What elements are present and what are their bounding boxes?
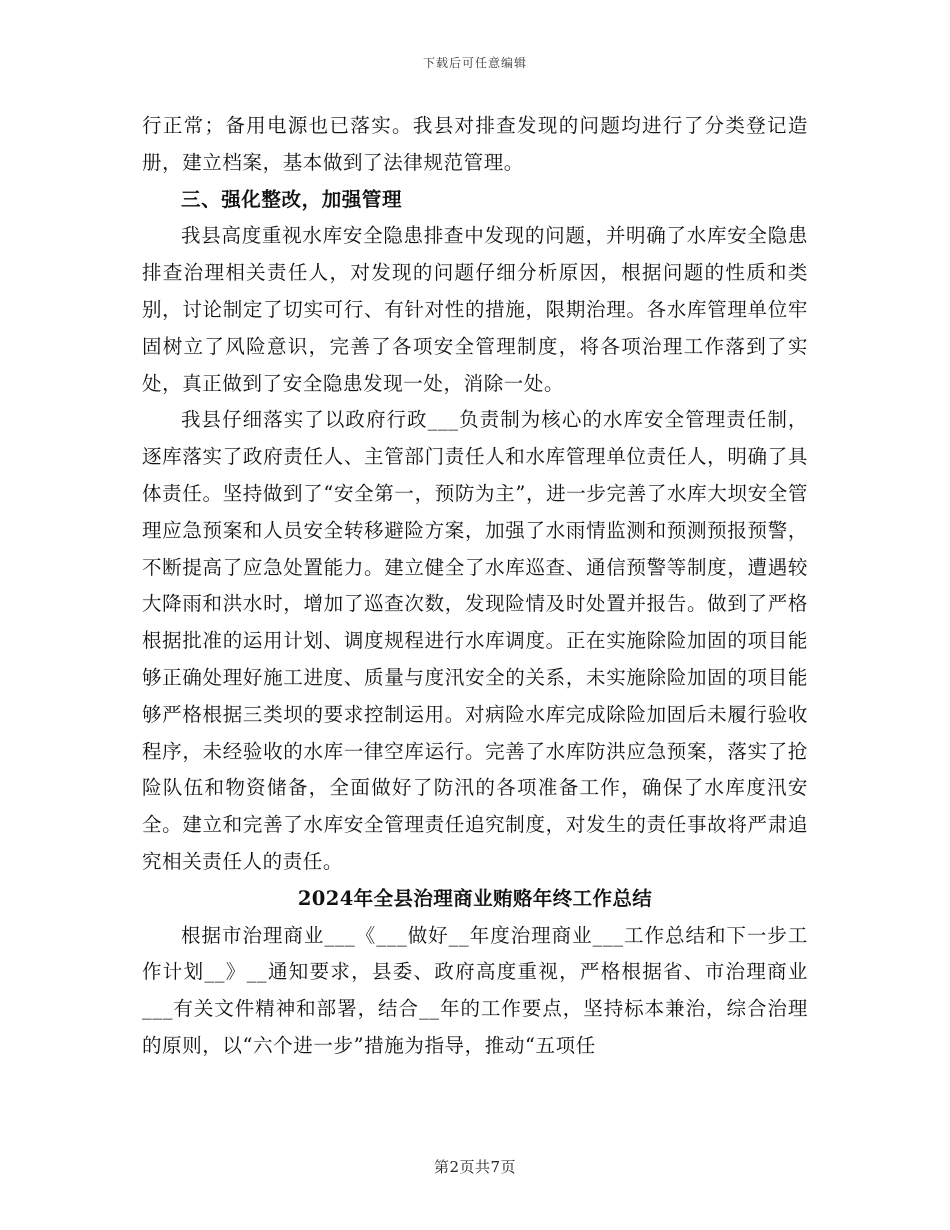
document-body (142, 108, 808, 1065)
document-title: 2024年全县治理商业贿赂年终工作总结 (297, 886, 653, 910)
paragraph-continuation: 行正常；备用电源也已落实。我县对排查发现的问题均进行了分类登记造册，建立档案，基本做到了法律规范管理。 (142, 114, 808, 174)
page-header-note: 下载后可任意编辑 (422, 56, 527, 70)
paragraph-rectification: 我县高度重视水库安全隐患排查中发现的问题，并明确了水库安全隐患排查治理相关责任人，对发现的问题仔细分析原因，根据问题的性质和类别，讨论制定了切实可行、有针对性的措施，限期治理。各水库管理单位牢固树立了风险意识，完善了各项安全管理制度，将各项治理工作落到了实处，真正做到了安全隐患发现一处，消除一处。 (142, 224, 808, 395)
page-number: 第2页共7页 (433, 1158, 517, 1176)
section-heading: 三、强化整改，加强管理 (181, 187, 403, 211)
paragraph-responsibility: 我县仔细落实了以政府行政___负责制为核心的水库安全管理责任制，逐库落实了政府责任人、主管部门责任人和水库管理单位责任人，明确了具体责任。坚持做到了“安全第一，预防为主”，进一步完善了水库大坝安全管理应急预案和人员安全转移避险方案，加强了水雨情监测和预测预报预警，不断提高了应急处置能力。建立健全了水库巡查、通信预警等制度，遭遇较大降雨和洪水时，增加了巡查次数，发现险情及时处置并报告。做到了严格根据批准的运用计划、调度规程进行水库调度。正在实施除险加固的项目能够正确处理好施工进度、质量与度汛安全的关系，未实施除险加固的项目能够严格根据三类坝的要求控制运用。对病险水库完成除险加固后未履行验收程序，未经验收的水库一律空库运行。完善了水库防洪应急预案，落实了抢险队伍和物资储备，全面做好了防汛的各项准备工作，确保了水库度汛安全。建立和完善了水库安全管理责任追究制度，对发生的责任事故将严肃追究相关责任人的责任。 (142, 408, 808, 873)
paragraph-intro: 根据市治理商业___《___做好__年度治理商业___工作总结和下一步工作计划__》__通知要求，县委、政府高度重视，严格根据省、市治理商业___有关文件精神和部署，结合__年的工作要点，坚持标本兼治，综合治理的原则，以“六个进一步”措施为指导，推动“五项任 (142, 923, 808, 1057)
